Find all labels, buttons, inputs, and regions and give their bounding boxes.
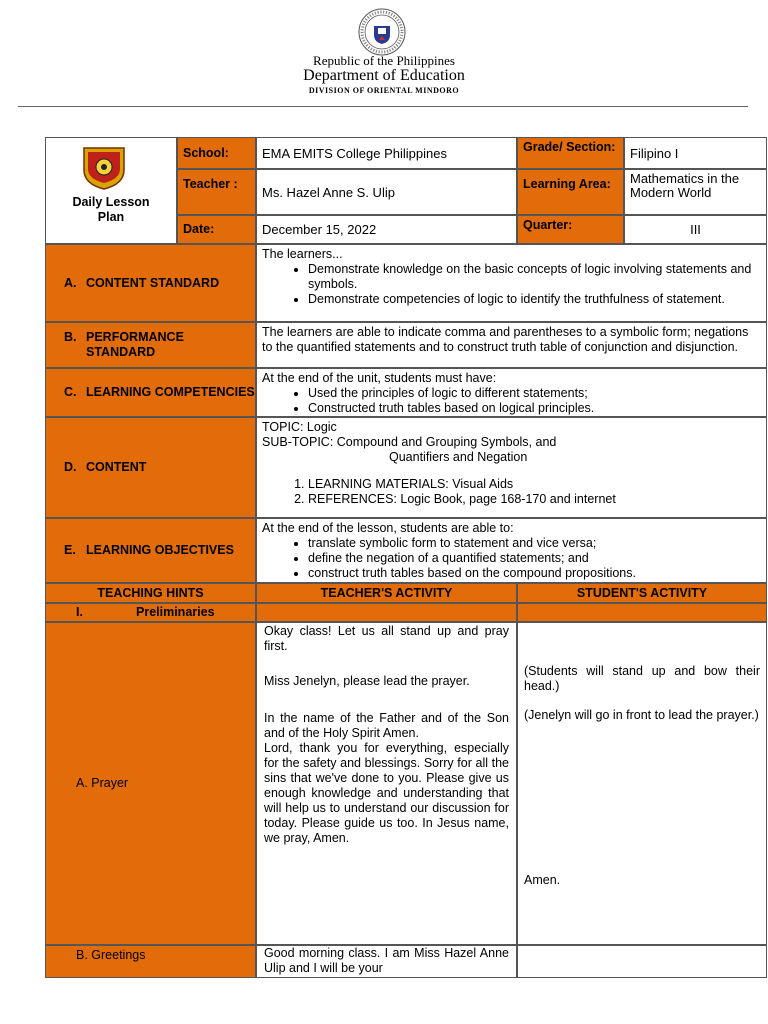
school-label: School: bbox=[177, 137, 256, 169]
prayer-student-cell bbox=[517, 622, 767, 945]
col-header-hints: TEACHING HINTS bbox=[45, 583, 256, 603]
student-text: (Jenelyn will go in front to lead the prayer.) bbox=[524, 708, 759, 722]
quarter-label: Quarter: bbox=[517, 215, 624, 244]
division-text: DIVISION OF ORIENTAL MINDORO bbox=[308, 86, 460, 95]
section-letter: D. bbox=[64, 460, 77, 474]
section-letter: A. bbox=[64, 275, 77, 290]
list-item: 2. REFERENCES: Logic Book, page 168-170 and internet bbox=[308, 492, 761, 507]
section-intro: The learners... bbox=[262, 247, 343, 261]
section-e-content bbox=[256, 518, 767, 583]
preliminaries-label bbox=[45, 603, 256, 622]
list-item: • construct truth tables based on the compound propositions. bbox=[308, 566, 761, 581]
section-title: PERFORMANCE STANDARD bbox=[86, 330, 184, 359]
lesson-plan-title: Daily Lesson Plan bbox=[72, 195, 150, 224]
section-title: CONTENT STANDARD bbox=[86, 275, 220, 290]
teacher-text: In the name of the Father and of the Son and of the Holy Spirit Amen. bbox=[264, 711, 509, 740]
section-title: LEARNING OBJECTIVES bbox=[86, 543, 234, 557]
section-c-content bbox=[256, 368, 767, 417]
section-title: LEARNING COMPETENCIES bbox=[86, 385, 255, 399]
deped-seal bbox=[358, 8, 406, 56]
header-divider bbox=[18, 106, 748, 107]
area-label: Learning Area: bbox=[517, 169, 624, 215]
section-a-label bbox=[45, 244, 256, 322]
section-intro: At the end of the lesson, students are able to: bbox=[262, 521, 514, 535]
teacher-text: Lord, thank you for everything, especially for the safety and blessings. Sorry for all the sins that we've done to you. Please give us enough knowledge and understanding that will help us to understand our discussion for today. Please guide us too. In Jesus name, we pray, Amen. bbox=[264, 741, 509, 845]
greetings-label: B. Greetings bbox=[45, 945, 256, 978]
list-item: • Constructed truth tables based on logical principles. bbox=[308, 401, 761, 416]
teacher-label: Teacher : bbox=[177, 169, 256, 215]
quarter-value: III bbox=[624, 215, 767, 244]
list-item: • Demonstrate knowledge on the basic concepts of logic involving statements and symbols. bbox=[308, 262, 761, 292]
school-logo bbox=[81, 146, 127, 190]
section-d-content bbox=[256, 417, 767, 518]
list-item: • Demonstrate competencies of logic to identify the truthfulness of statement. bbox=[308, 292, 761, 307]
section-letter: B. bbox=[64, 330, 77, 344]
section-c-label bbox=[45, 368, 256, 417]
section-title: CONTENT bbox=[86, 460, 147, 474]
prayer-label: A. Prayer bbox=[45, 622, 256, 945]
section-letter: C. bbox=[64, 385, 77, 399]
section-b-label bbox=[45, 322, 256, 368]
grade-value: Filipino I bbox=[624, 137, 767, 169]
grade-label: Grade/ Section: bbox=[517, 137, 624, 169]
preliminaries-teacher-cell bbox=[256, 603, 517, 622]
section-d-label bbox=[45, 417, 256, 518]
section-letter: E. bbox=[64, 543, 76, 557]
section-intro: At the end of the unit, students must have: bbox=[262, 371, 497, 385]
preliminaries-number: I. bbox=[76, 605, 83, 619]
teacher-value: Ms. Hazel Anne S. Ulip bbox=[256, 169, 517, 215]
section-b-content: The learners are able to indicate comma and parentheses to a symbolic form; negations to the quantified statements and to construct truth table of conjunction and disjunction. bbox=[256, 322, 767, 368]
department-title: Department of Education bbox=[303, 67, 465, 84]
preliminaries-student-cell bbox=[517, 603, 767, 622]
date-label: Date: bbox=[177, 215, 256, 244]
list-item: 1. LEARNING MATERIALS: Visual Aids bbox=[308, 477, 761, 492]
subtopic-line: Quantifiers and Negation bbox=[389, 450, 528, 464]
section-a-content bbox=[256, 244, 767, 322]
greetings-student-cell bbox=[517, 945, 767, 978]
student-text: (Students will stand up and bow their head.) bbox=[524, 664, 760, 693]
prayer-teacher-cell bbox=[256, 622, 517, 945]
date-value: December 15, 2022 bbox=[256, 215, 517, 244]
section-e-label bbox=[45, 518, 256, 583]
list-item: • define the negation of a quantified statements; and bbox=[308, 551, 761, 566]
list-item: • translate symbolic form to statement and vice versa; bbox=[308, 536, 761, 551]
col-header-student: STUDENT'S ACTIVITY bbox=[517, 583, 767, 603]
teacher-text: Miss Jenelyn, please lead the prayer. bbox=[264, 674, 470, 688]
list-item: • Used the principles of logic to different statements; bbox=[308, 386, 761, 401]
subtopic-line: SUB-TOPIC: Compound and Grouping Symbols, and bbox=[262, 435, 557, 449]
teacher-text: Okay class! Let us all stand up and pray first. bbox=[264, 624, 509, 653]
lesson-plan-title-cell bbox=[45, 137, 177, 244]
school-value: EMA EMITS College Philippines bbox=[256, 137, 517, 169]
col-header-teacher: TEACHER'S ACTIVITY bbox=[256, 583, 517, 603]
preliminaries-title: Preliminaries bbox=[136, 605, 215, 619]
topic-line: TOPIC: Logic bbox=[262, 420, 337, 434]
greetings-teacher-cell: Good morning class. I am Miss Hazel Anne Ulip and I will be your bbox=[256, 945, 517, 978]
republic-text: Republic of the Philippines bbox=[313, 53, 455, 68]
area-value: Mathematics in the Modern World bbox=[624, 169, 767, 215]
student-text: Amen. bbox=[524, 873, 561, 887]
